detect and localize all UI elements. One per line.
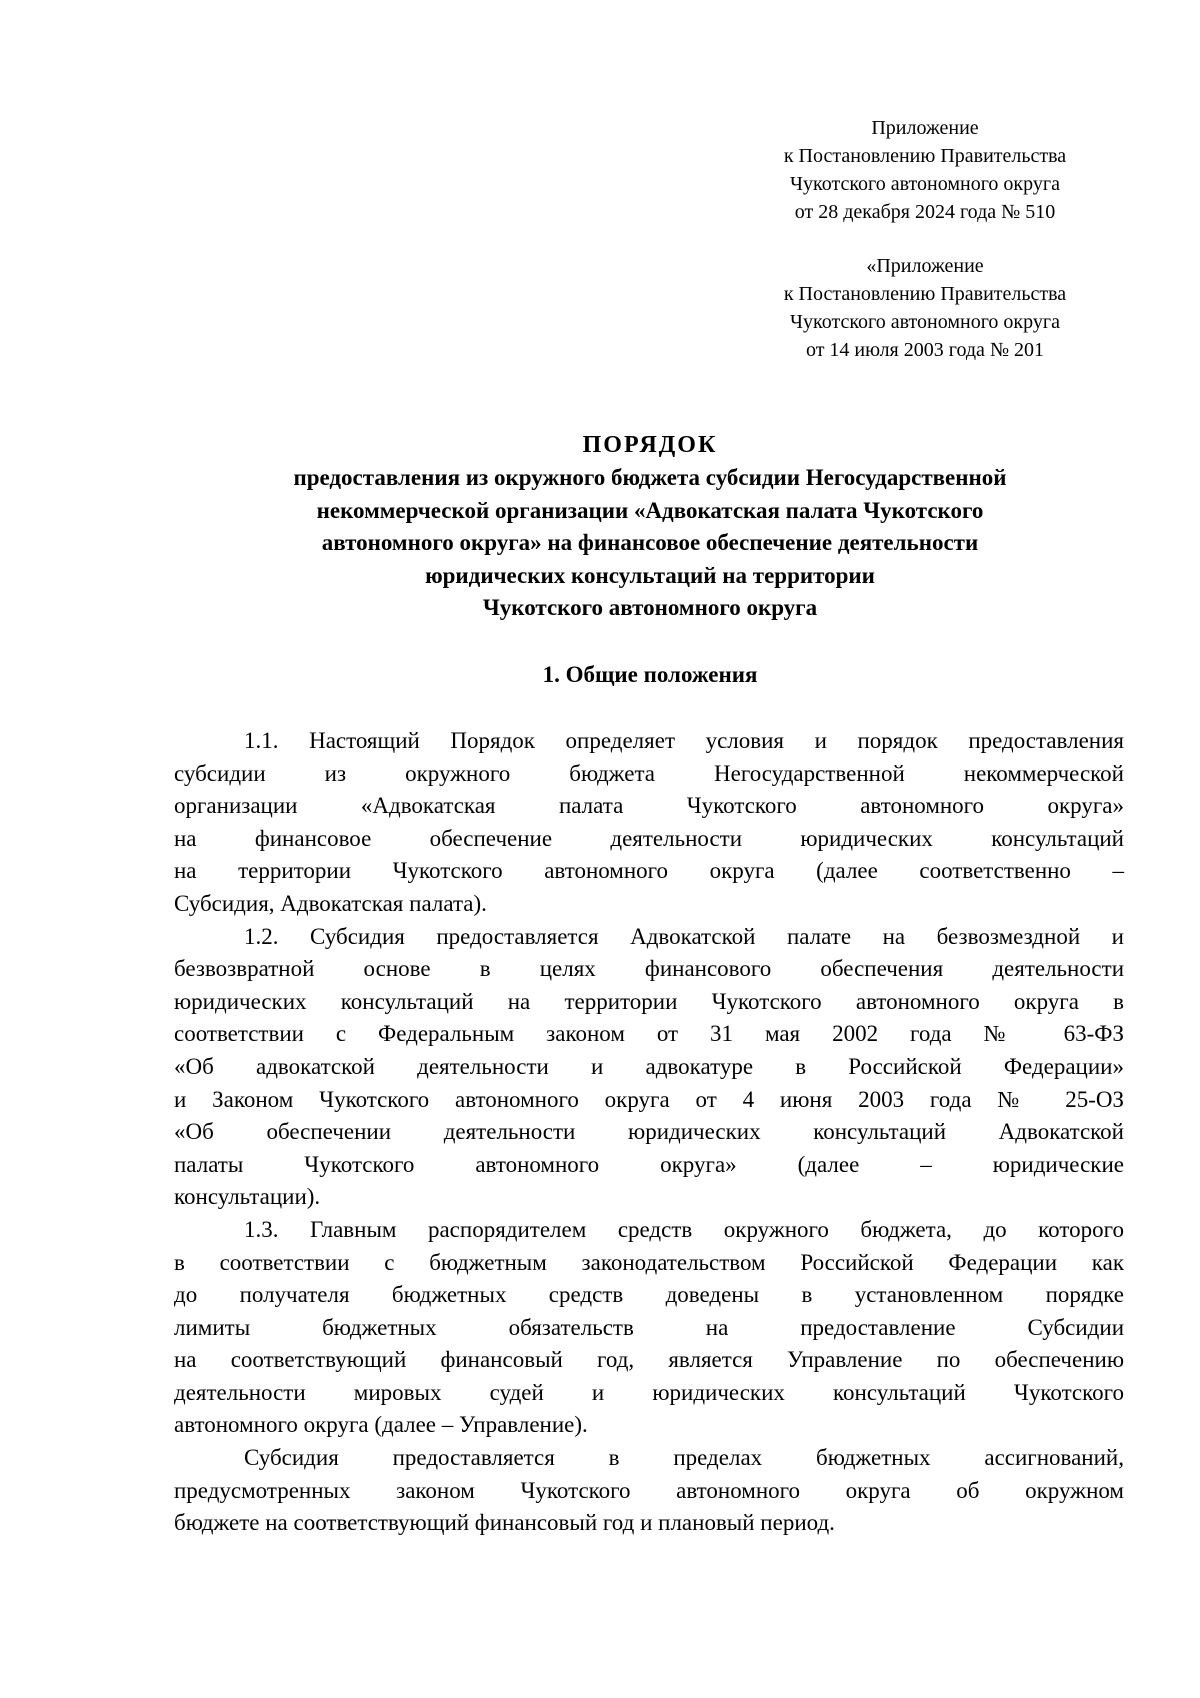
text-line: 1.3. Главным распорядителем средств окружного бюджета, до которого <box>244 1216 1124 1242</box>
text-line: до получателя бюджетных средств доведены в установленном порядке <box>174 1282 1124 1308</box>
annex-line: к Постановлению Правительства <box>783 145 1067 167</box>
text-line: консультации). <box>174 1184 321 1210</box>
paragraph-1-4 <box>174 1442 1124 1540</box>
text-line: деятельности мировых судей и юридических консультаций Чукотского <box>174 1379 1124 1405</box>
text-line: организации «Адвокатская палата Чукотского автономного округа» <box>174 793 1124 819</box>
document-title <box>180 428 1120 625</box>
title-main: ПОРЯДОК <box>582 432 718 458</box>
annex-line: Чукотского автономного округа <box>790 173 1060 195</box>
text-line: и Законом Чукотского автономного округа от 4 июня 2003 года № 25-ОЗ <box>174 1086 1124 1112</box>
annex-line: к Постановлению Правительства <box>783 283 1067 305</box>
text-line: Субсидия, Адвокатская палата). <box>174 890 487 916</box>
title-subtitle-line: предоставления из окружного бюджета субсидии Негосударственной <box>293 465 1007 490</box>
title-subtitle-line: юридических консультаций на территории <box>425 562 875 588</box>
text-line: «Об адвокатской деятельности и адвокатуре в Российской Федерации» <box>174 1053 1124 1079</box>
annex-line: Приложение <box>871 117 979 139</box>
section-body <box>174 725 1124 1540</box>
text-line: на территории Чукотского автономного округа (далее соответственно – <box>174 858 1124 884</box>
annex-header-new <box>700 114 1150 226</box>
text-line: 1.1. Настоящий Порядок определяет условия и порядок предоставления <box>244 728 1124 753</box>
text-line: на соответствующий финансовый год, является Управление по обеспечению <box>174 1347 1124 1373</box>
text-line: 1.2. Субсидия предоставляется Адвокатской палате на безвозмездной и <box>244 923 1124 949</box>
annex-line: Чукотского автономного округа <box>790 311 1060 333</box>
text-line: на финансовое обеспечение деятельности юридических консультаций <box>174 825 1124 851</box>
text-line: бюджете на соответствующий финансовый год и плановый период. <box>174 1510 835 1536</box>
title-subtitle-line: Чукотского автономного округа <box>482 595 818 620</box>
text-line: Субсидия предоставляется в пределах бюджетных ассигнований, <box>244 1445 1124 1471</box>
text-line: в соответствии с бюджетным законодательством Российской Федерации как <box>174 1249 1124 1275</box>
text-line: субсидии из окружного бюджета Негосударственной некоммерческой <box>174 760 1124 786</box>
title-subtitle-line: некоммерческой организации «Адвокатская палата Чукотского <box>316 497 984 523</box>
text-line: «Об обеспечении деятельности юридических консультаций Адвокатской <box>174 1119 1124 1145</box>
paragraph-1-1 <box>174 725 1124 921</box>
paragraph-1-3 <box>174 1214 1124 1442</box>
text-line: предусмотренных законом Чукотского автономного округа об окружном <box>174 1477 1124 1503</box>
text-line: автономного округа (далее – Управление). <box>174 1412 588 1438</box>
annex-line: от 28 декабря 2024 года № 510 <box>794 201 1056 223</box>
title-subtitle-line: автономного округа» на финансовое обеспечение деятельности <box>321 530 979 555</box>
annex-line: от 14 июля 2003 года № 201 <box>805 339 1045 361</box>
text-line: лимиты бюджетных обязательств на предоставление Субсидии <box>174 1314 1124 1340</box>
text-line: соответствии с Федеральным законом от 31 мая 2002 года № 63-ФЗ <box>174 1021 1124 1047</box>
section-heading: 1. Общие положения <box>542 662 758 687</box>
text-line: палаты Чукотского автономного округа» (далее – юридические <box>174 1151 1124 1177</box>
paragraph-1-2 <box>174 921 1124 1214</box>
text-line: юридических консультаций на территории Чукотского автономного округа в <box>174 988 1124 1014</box>
annex-header-old <box>700 252 1150 364</box>
text-line: безвозвратной основе в целях финансового обеспечения деятельности <box>174 956 1124 982</box>
annex-line: «Приложение <box>866 255 984 277</box>
